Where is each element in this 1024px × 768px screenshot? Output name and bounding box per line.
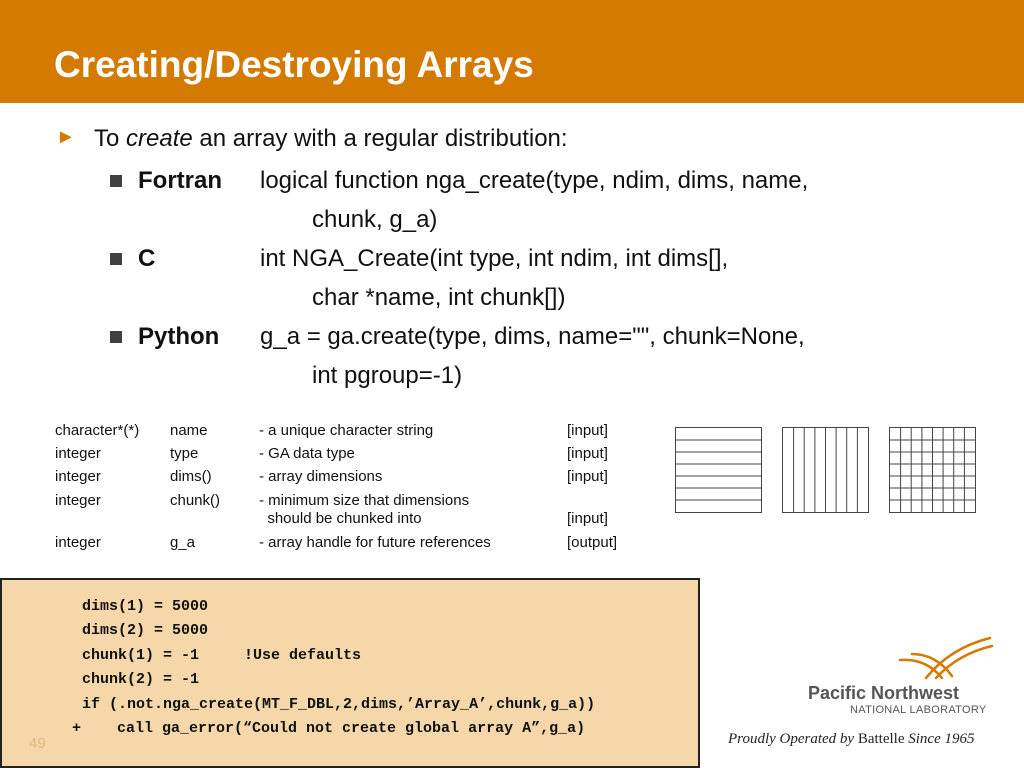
param-type: character*(*): [55, 422, 140, 439]
code-line: dims(1) = 5000: [82, 598, 209, 615]
code-line: + call ga_error(“Could not create global array A”,g_a): [72, 720, 586, 737]
param-type: integer: [55, 445, 101, 462]
code-line: chunk(1) = -1 !Use defaults: [82, 647, 362, 664]
fortran-signature-line2: chunk, g_a): [312, 206, 438, 233]
param-name: type: [170, 445, 199, 462]
param-type: integer: [55, 492, 101, 509]
param-type: integer: [55, 534, 101, 551]
slide-title: Creating/Destroying Arrays: [54, 44, 534, 85]
param-desc-continued: should be chunked into: [259, 510, 422, 527]
bullet-prefix: To: [94, 125, 127, 152]
row-distribution-grid-icon: [675, 427, 762, 513]
param-desc: - GA data type: [259, 445, 355, 462]
logo-subtitle: NATIONAL LABORATORY: [850, 704, 987, 716]
tagline-suffix: Since 1965: [908, 731, 975, 747]
play-arrow-icon: ►: [56, 126, 76, 148]
param-type: integer: [55, 468, 101, 485]
param-io: [input]: [567, 445, 608, 462]
param-io: [input]: [567, 422, 608, 439]
tagline-brand: Battelle: [857, 731, 905, 747]
block-distribution-grid-icon: [889, 427, 976, 513]
column-distribution-grid-icon: [782, 427, 869, 513]
bullet-text: [94, 125, 568, 153]
lang-label-python: Python: [138, 323, 220, 350]
param-desc: - minimum size that dimensions: [259, 492, 470, 509]
param-desc: - array handle for future references: [259, 534, 491, 551]
tagline-prefix: Proudly Operated by: [728, 731, 855, 747]
python-signature-line2: int pgroup=-1): [312, 362, 463, 389]
code-line: chunk(2) = -1: [82, 671, 200, 688]
c-signature-line1: int NGA_Create(int type, int ndim, int dims[],: [260, 245, 729, 272]
fortran-signature-line1: logical function nga_create(type, ndim, dims, name,: [260, 167, 809, 194]
param-name: chunk(): [170, 492, 221, 509]
param-name: dims(): [170, 468, 212, 485]
param-desc: - a unique character string: [259, 422, 434, 439]
param-desc: - array dimensions: [259, 468, 383, 485]
square-bullet-icon: [110, 175, 122, 187]
param-io: [input]: [567, 468, 608, 485]
square-bullet-icon: [110, 331, 122, 343]
python-signature-line1: g_a = ga.create(type, dims, name="", chunk=None,: [260, 323, 805, 350]
logo-chevron-icon: [896, 636, 994, 682]
code-line: dims(2) = 5000: [82, 622, 209, 639]
bullet-emphasis: create: [126, 125, 193, 152]
square-bullet-icon: [110, 253, 122, 265]
param-name: g_a: [170, 534, 196, 551]
lang-label-c: C: [138, 245, 156, 272]
page-number: 49: [29, 735, 46, 752]
c-signature-line2: char *name, int chunk[]): [312, 284, 566, 311]
param-io: [input]: [567, 510, 608, 527]
logo-tagline: [728, 731, 974, 748]
code-line: if (.not.nga_create(MT_F_DBL,2,dims,’Array_A’,chunk,g_a)): [82, 696, 596, 713]
param-io: [output]: [567, 534, 618, 551]
lang-label-fortran: Fortran: [138, 167, 222, 194]
param-name: name: [170, 422, 208, 439]
logo-name: Pacific Northwest: [808, 683, 960, 703]
bullet-suffix: an array with a regular distribution:: [192, 125, 568, 152]
